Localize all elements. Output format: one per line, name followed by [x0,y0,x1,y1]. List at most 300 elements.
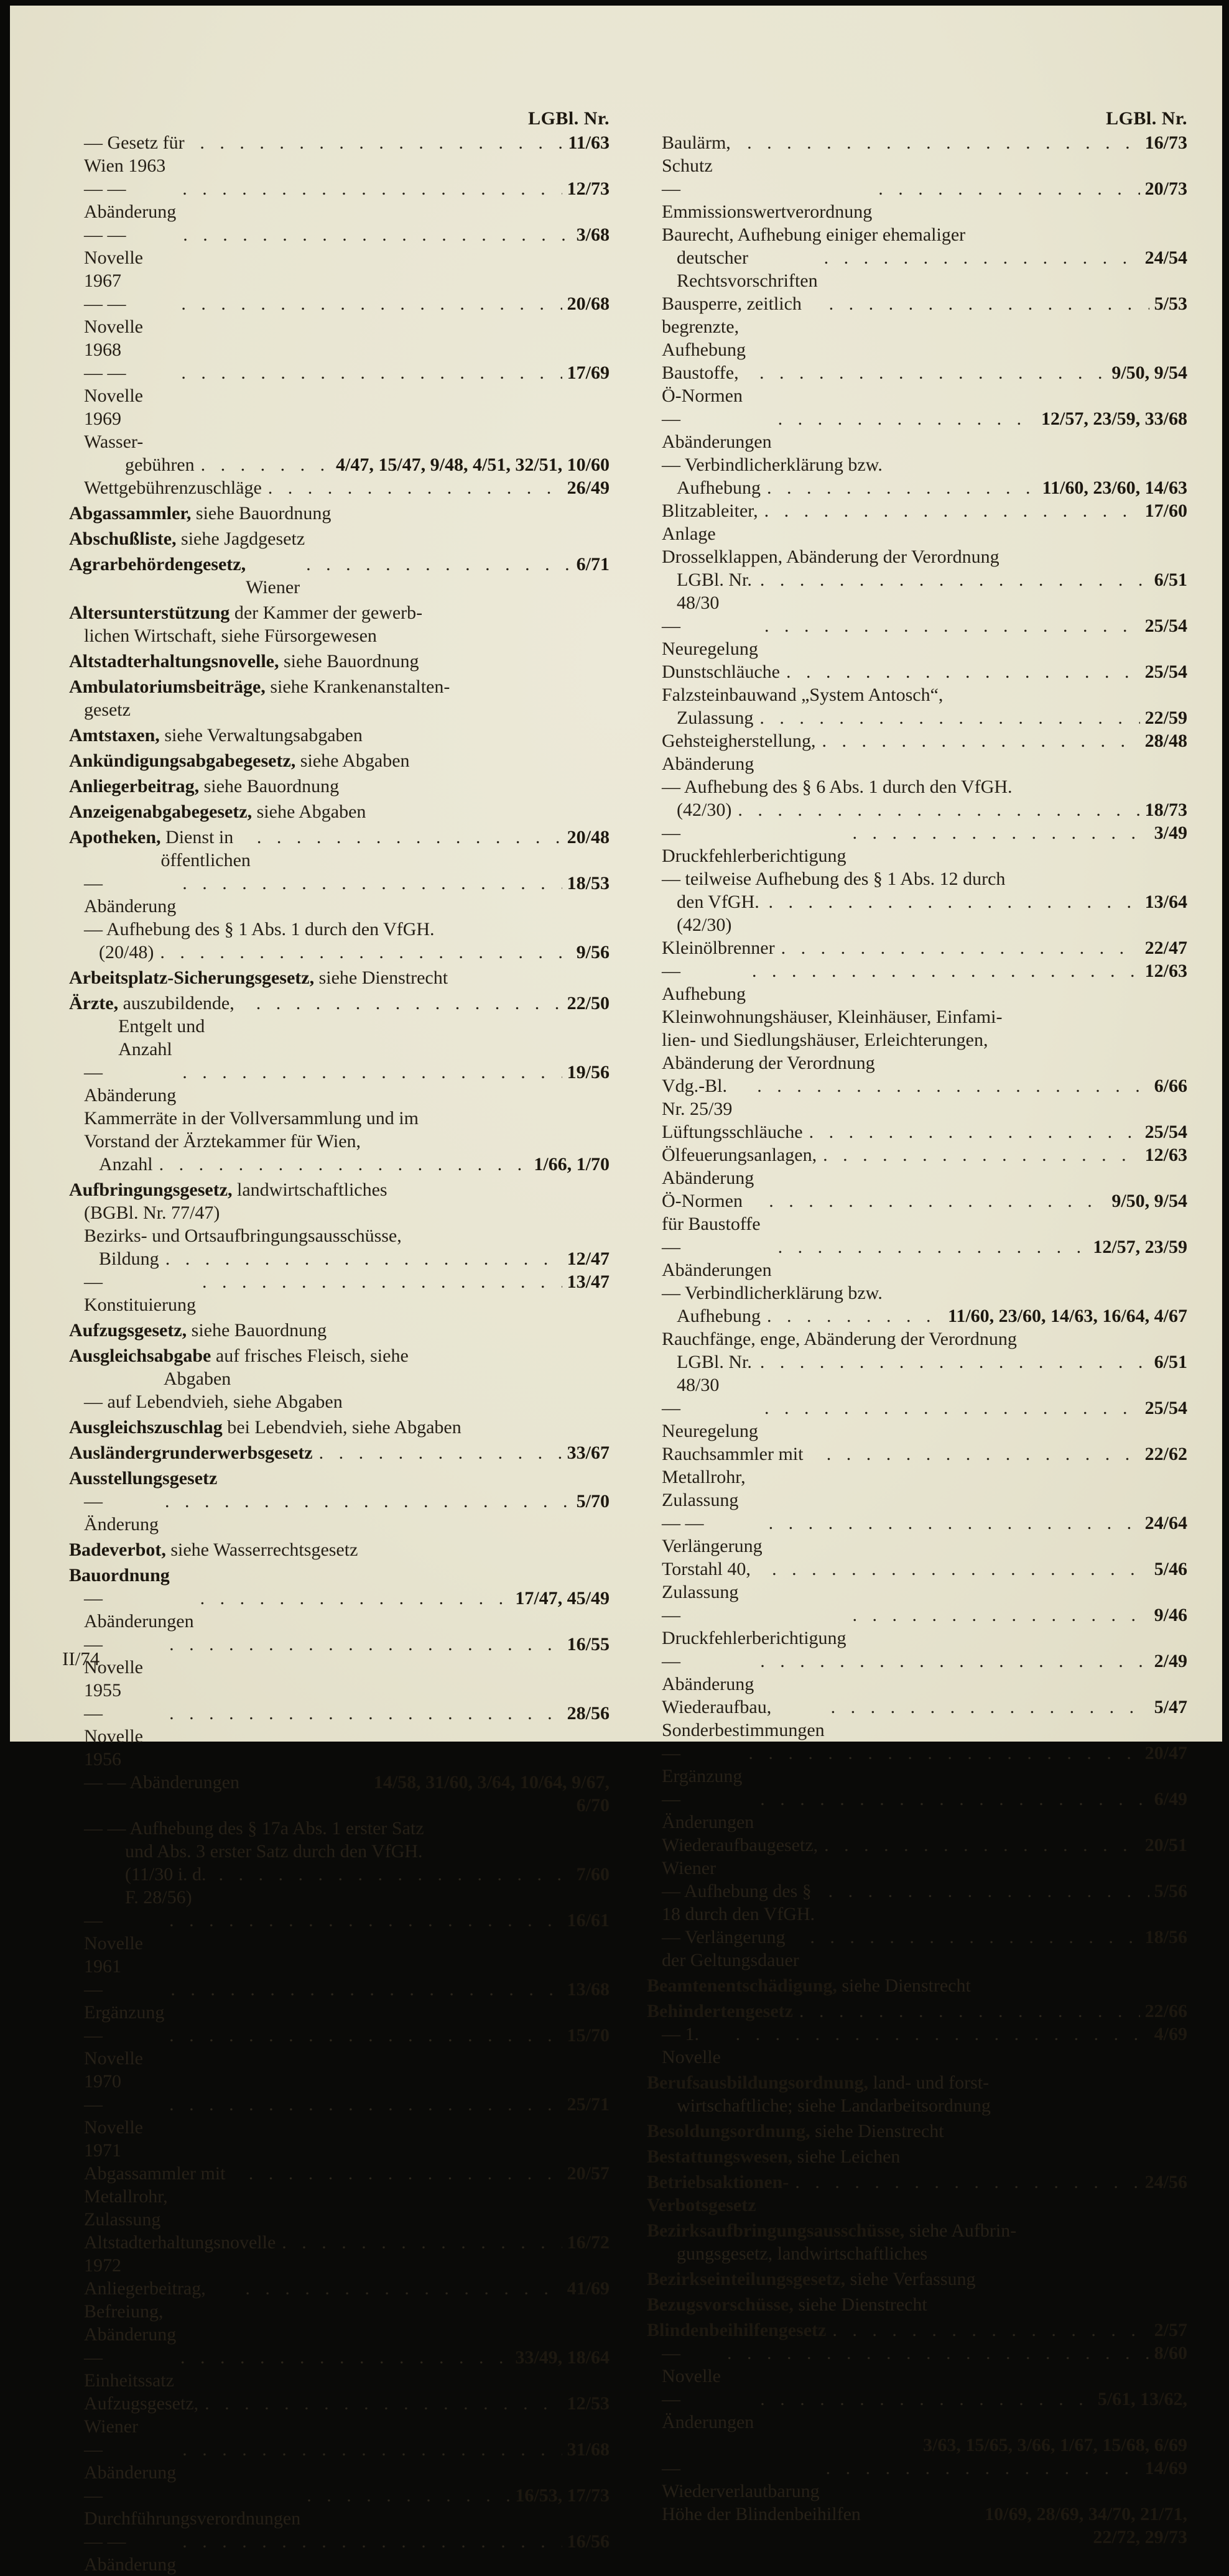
lgbl-number: 6/51 [1154,570,1187,590]
entry-label: gesetz [84,699,131,720]
index-row [647,1281,1187,1304]
index-row [647,936,1187,959]
entry-label: — Novelle 1955 [84,1634,148,1701]
index-row [647,706,1187,729]
index-row [69,1794,610,1817]
entry-label: — Ergänzung [84,1979,165,2023]
index-row [647,2526,1187,2549]
dot-leader [176,872,562,895]
index-row [647,499,1187,545]
index-row [69,527,610,550]
lgbl-number: 5/70 [576,1491,610,1512]
entry-label: (11/30 i. d. F. 28/56) [125,1864,211,1908]
entry-label: LGBl. Nr. 48/30 [677,570,757,613]
dot-leader [762,890,1139,913]
entry-label: siehe Jagdgesetz [176,529,305,549]
index-row [647,729,1187,775]
index-row [69,650,610,673]
index-row [647,683,1187,706]
entry-term: Abgassammler, [69,503,192,524]
entry-label: Wiederaufbaugesetz, Wiener [662,1835,823,1878]
index-row [69,941,610,964]
lgbl-number: 17/69 [567,362,610,383]
index-row [69,775,610,798]
index-row [647,1512,1187,1558]
lgbl-number: 5/61, 13/62, [1097,2389,1187,2409]
dot-leader [763,1512,1140,1535]
dot-leader [154,941,571,964]
index-column-left [69,107,610,2576]
entry-label: Dienst in öffentlichen [160,827,251,870]
entry-term: Aufbringungsgesetz, [69,1180,233,1200]
lgbl-number: 33/67 [567,1443,610,1463]
index-row [647,1742,1187,1788]
index-row [69,1771,610,1794]
lgbl-number: 12/73 [567,178,610,199]
entry-term: Besoldungsordnung, [647,2121,810,2141]
index-row [69,2530,610,2576]
index-row [69,601,610,624]
dot-leader [175,292,562,315]
dot-leader [772,1235,1088,1258]
index-row [647,798,1187,821]
entry-label: — Gesetz für Wien 1963 [84,132,189,176]
lgbl-number: 18/73 [1144,800,1187,820]
dot-leader [163,1633,562,1656]
lgbl-number: 10/69, 28/69, 34/70, 21/71, [985,2504,1187,2524]
entry-label: siehe Abgaben [252,801,366,822]
lgbl-number: 15/70 [567,2025,610,2046]
index-row [69,1130,610,1153]
entry-label: Rauchfänge, enge, Abänderung der Verordnung [662,1329,1017,1349]
dot-leader [780,660,1140,683]
index-row [647,568,1187,614]
entry-label: Baustoffe, Ö-Normen [662,362,744,406]
dot-leader [754,1650,1149,1673]
index-row [647,890,1187,936]
entry-label: siehe Aufbrin- [904,2220,1017,2241]
entry-label: siehe Krankenanstalten- [265,676,450,697]
dot-leader [772,407,1036,430]
dot-leader [159,1247,562,1270]
entry-label: siehe Dienstrecht [810,2121,944,2141]
dot-leader [196,1270,562,1293]
index-row [69,2392,610,2438]
index-row [647,2319,1187,2342]
entry-label: — Novelle 1961 [84,1910,148,1977]
index-row [69,502,610,525]
page-paper [10,6,1222,2575]
index-row [69,624,610,647]
lgbl-number: 14/58, 31/60, 3/64, 10/64, 9/67, [373,1772,610,1793]
index-row [647,1051,1187,1074]
dot-leader [826,2319,1149,2342]
index-row [647,775,1187,798]
lgbl-number: 5/53 [1154,293,1187,314]
index-row [69,1633,610,1702]
entry-label: — Verbindlicherklärung bzw. [662,1283,883,1303]
dot-leader [193,131,563,154]
entry-term: Apotheken, [69,827,161,847]
dot-leader [753,361,1106,384]
lgbl-number: 22/47 [1144,938,1187,958]
entry-label: Aufhebung [677,1306,761,1326]
index-row [647,660,1187,683]
entry-label: Lüftungsschläuche [662,1122,803,1142]
entry-label: deutscher Rechtsvorschriften [677,247,818,291]
entry-term: Amtstaxen, [69,725,160,746]
lgbl-number: 20/73 [1144,178,1187,199]
entry-label: Abänderung der Verordnung [662,1053,875,1073]
index-row [647,453,1187,476]
lgbl-number: 2/49 [1154,1651,1187,1671]
lgbl-number: 12/63 [1144,1145,1187,1165]
index-row [69,1467,610,1490]
entry-label: Bildung [99,1249,159,1269]
dot-leader [758,499,1140,522]
lgbl-number: 18/56 [1144,1927,1187,1947]
index-row [647,1396,1187,1443]
lgbl-number: 13/68 [567,1979,610,2000]
entry-label: Aufhebung [677,478,761,498]
lgbl-number: 6/66 [1154,1076,1187,1096]
entry-label: Baulärm, Schutz [662,132,736,176]
entry-label: — Änderungen [662,2389,754,2432]
dot-leader [822,1880,1149,1903]
lgbl-number: 20/68 [567,293,610,314]
dot-leader [758,614,1140,637]
entry-term: Abschußliste, [69,529,177,549]
entry-label: Gehsteigherstellung, Abänderung [662,731,820,774]
entry-label: den VfGH. (42/30) [677,892,764,935]
index-row [69,1107,610,1130]
index-row [647,1880,1187,1926]
entry-label: Kammerräte in der Vollversammlung und im [84,1108,419,1129]
dot-leader [846,821,1149,844]
lgbl-number: 17/47, 45/49 [515,1588,610,1609]
index-row [647,614,1187,660]
index-row [647,2023,1187,2069]
entry-label: — Aufhebung [662,961,746,1004]
index-row [647,1028,1187,1051]
lgbl-number: 6/71 [576,554,610,575]
lgbl-number: 33/49, 18/64 [515,2347,610,2368]
entry-label: Vorstand der Ärztekammer für Wien, [84,1131,361,1152]
index-row [69,2024,610,2093]
index-row [647,867,1187,890]
index-row [69,2277,610,2346]
column-header-right: LGBl. Nr. [1106,108,1187,129]
entry-term: Bestattungswesen, [647,2146,793,2167]
dot-leader [176,2530,562,2553]
dot-leader [823,292,1149,315]
lgbl-number: 7/60 [576,1864,610,1885]
lgbl-number: 25/54 [1144,1398,1187,1418]
lgbl-number: 20/57 [567,2163,610,2184]
entry-label: — Änderung [84,1491,159,1535]
entry-label: Wiederaufbau, Sonderbestimmungen [662,1697,825,1740]
entry-term: Ausgleichszuschlag [69,1417,223,1438]
lgbl-number: 25/54 [1144,662,1187,682]
lgbl-number: 24/64 [1144,1513,1187,1533]
entry-label: — Änderungen [662,1789,754,1832]
dot-leader [176,2438,562,2461]
index-row [69,1319,610,1342]
entry-label: — — Verlängerung [662,1513,763,1556]
dot-leader [818,246,1140,269]
entry-label: land- und forst- [868,2072,990,2093]
lgbl-number: 16/56 [567,2531,610,2552]
index-row [647,1974,1187,1997]
entry-label: siehe Leichen [792,2146,901,2167]
lgbl-number: 12/53 [567,2393,610,2414]
dot-leader [761,1304,943,1327]
entry-label: — Abänderung [662,1651,754,1694]
index-row [69,1817,610,1840]
lgbl-number: 24/54 [1144,247,1187,268]
index-row [647,2171,1187,2217]
index-row [647,476,1187,499]
lgbl-number: 5/46 [1154,1559,1187,1579]
index-row [69,2484,610,2530]
entry-label: — — Aufhebung des § 17a Abs. 1 erster Satz [84,1818,424,1839]
entry-term: Anliegerbeitrag, [69,776,200,796]
dot-leader [815,729,1139,752]
index-row [647,1604,1187,1650]
entry-label: — Novelle [662,2343,721,2386]
index-row [69,698,610,721]
dot-leader [159,1490,572,1513]
entry-term: Blindenbeihilfengesetz [647,2320,827,2340]
lgbl-number: 3/68 [576,224,610,245]
lgbl-number: 1/66, 1/70 [534,1154,610,1175]
entry-term: Ausstellungsgesetz [69,1468,218,1489]
entry-label: — — Abänderung [84,178,177,222]
entry-label: — Abänderungen [84,1588,194,1632]
entry-label: siehe Bauordnung [187,1320,327,1341]
entry-label: — Novelle 1970 [84,2025,148,2092]
index-columns [69,107,1187,2576]
entry-label: — teilweise Aufhebung des § 1 Abs. 12 durch [662,869,1006,889]
entry-label: — Ergänzung [662,1743,743,1786]
lgbl-number: 6/70 [576,1795,610,1816]
entry-term: Berufsausbildungsordnung, [647,2072,868,2093]
dot-leader [163,2093,562,2116]
entry-term: Ausländergrunderwerbsgesetz [69,1443,313,1463]
lgbl-number: 22/72, 29/73 [1093,2527,1187,2547]
index-row [647,177,1187,223]
dot-leader [746,959,1140,982]
index-row [647,1443,1187,1512]
entry-label: Bezirks- und Ortsaufbringungsausschüsse, [84,1226,402,1246]
lgbl-number: 8/60 [1154,2343,1187,2363]
index-row [69,826,610,872]
entry-label: Falzsteinbauwand „System Antosch“, [662,685,944,705]
entry-label: lien- und Siedlungshäuser, Erleichterungen, [662,1030,988,1050]
entry-term: Ankündigungsabgabegesetz, [69,750,296,771]
lgbl-number: 9/56 [576,942,610,963]
dot-leader [721,2342,1149,2365]
index-column-right [647,107,1187,2576]
dot-leader [313,1441,562,1464]
index-row [647,1926,1187,1972]
dot-leader [153,1153,529,1176]
lgbl-number: 12/63 [1144,961,1187,981]
index-row [647,2268,1187,2291]
entry-term: Bezirkseinteilungsgesetz, [647,2269,846,2289]
entry-label: Dunstschläuche [662,662,780,682]
entry-label: — Neuregelung [662,1398,758,1441]
lgbl-number: 16/73 [1144,132,1187,153]
index-row [69,1390,610,1413]
entry-label: — Druckfehlerberichtigung [662,823,846,866]
lgbl-number: 9/50, 9/54 [1111,1191,1187,1211]
index-row [69,1490,610,1536]
entry-label: landwirtschaftliches [232,1180,387,1200]
entry-label: — Verbindlicherklärung bzw. [662,455,883,475]
index-row [647,1235,1187,1281]
entry-label: siehe Abgaben [295,750,410,771]
entry-label: Drosselklappen, Abänderung der Verordnung [662,547,999,567]
entry-term: Betriebsaktionen-Verbotsgesetz [647,2172,789,2215]
entry-label: Wettgebührenzuschläge [84,478,262,498]
dot-leader [804,1926,1139,1949]
lgbl-number: 3/63, 15/65, 3/66, 1/67, 15/68, 6/69 [922,2435,1187,2455]
index-row [69,966,610,989]
entry-label: (42/30) [677,800,732,820]
entry-label: — Aufhebung des § 6 Abs. 1 durch den VfGH. [662,777,1013,797]
index-row [69,1909,610,1978]
index-row [69,292,610,361]
entry-label: Zulassung [677,708,754,728]
dot-leader [754,1788,1149,1811]
dot-leader [846,1604,1149,1627]
entry-term: Ambulatoriumsbeiträge, [69,676,266,697]
entry-label: siehe Bauordnung [279,651,419,672]
index-row [647,1189,1187,1235]
lgbl-number: 4/69 [1154,2024,1187,2044]
entry-term: Bezirksaufbringungsausschüsse, [647,2220,905,2241]
lgbl-number: 2/57 [1154,2320,1187,2340]
dot-leader [300,2484,510,2507]
lgbl-number: 12/57, 23/59, 33/68 [1041,409,1187,429]
dot-leader [175,361,562,384]
entry-label: — Wiederverlautbarung [662,2458,820,2501]
lgbl-number: 26/49 [567,478,610,498]
index-row [647,1120,1187,1143]
index-row [69,453,610,476]
dot-leader [754,1350,1149,1373]
lgbl-number: 25/71 [567,2094,610,2115]
index-row [647,2457,1187,2503]
lgbl-number: 24/56 [1144,2172,1187,2192]
entry-label: siehe Verfassung [845,2269,976,2289]
dot-leader [751,1074,1149,1097]
index-row [69,1538,610,1561]
lgbl-number: 28/48 [1144,731,1187,751]
entry-label: — Novelle 1956 [84,1703,148,1770]
dot-leader [164,1978,562,2001]
index-row [647,2219,1187,2242]
index-row [69,1247,610,1270]
lgbl-number: 6/51 [1154,1352,1187,1372]
entry-label: (BGBl. Nr. 77/47) [84,1203,220,1223]
index-row [647,2342,1187,2388]
index-row [69,918,610,941]
lgbl-number: 18/53 [567,873,610,893]
entry-label: — Abänderungen [662,1237,772,1280]
dot-leader [731,798,1139,821]
lgbl-number: 25/54 [1144,1122,1187,1142]
entry-label: Anzahl [99,1154,153,1175]
entry-term: Badeverbot, [69,1540,166,1560]
dot-leader [872,177,1139,200]
index-row [69,1178,610,1201]
entry-label: Bausperre, zeitlich begrenzte, Aufhebung [662,293,807,360]
index-row [69,1978,610,2024]
index-row [647,1327,1187,1350]
index-row [647,2145,1187,2168]
index-row [69,675,610,698]
index-row [69,2438,610,2484]
entry-label: — Aufhebung des § 18 durch den VfGH. [662,1881,817,1924]
dot-leader [730,2023,1149,2046]
entry-term: Bezugsvorschüsse, [647,2294,794,2315]
index-row [69,1270,610,1316]
entry-label: siehe Dienstrecht [314,967,448,988]
index-row [69,1153,610,1176]
entry-label: bei Lebendvieh, siehe Abgaben [222,1417,461,1438]
entry-label: siehe Dienstrecht [837,1975,971,1996]
lgbl-number: 17/60 [1144,501,1187,521]
entry-label: wirtschaftliche; siehe Landarbeitsordnung [677,2095,991,2116]
lgbl-number: 6/49 [1154,1789,1187,1809]
lgbl-number: 20/48 [567,827,610,847]
dot-leader [754,2388,1093,2411]
entry-term: Aufzugsgesetz, [69,1320,187,1341]
entry-label: gungsgesetz, landwirtschaftliches [677,2243,928,2264]
dot-leader [825,1696,1149,1719]
lgbl-number: 31/68 [567,2439,610,2460]
column-header-left: LGBl. Nr. [528,108,610,129]
entry-label: Blitzableiter, Anlage [662,501,762,544]
lgbl-number: 22/50 [567,993,610,1013]
entry-term: Bauordnung [69,1565,170,1586]
dot-leader [250,992,562,1015]
lgbl-number: 9/46 [1154,1605,1187,1625]
entry-label: Kleinölbrenner [662,938,775,958]
lgbl-number: 20/47 [1144,1743,1187,1763]
index-row [647,361,1187,407]
entry-label: — 1. Novelle [662,2024,721,2067]
lgbl-number: 13/64 [1144,892,1187,912]
lgbl-number: 16/72 [567,2232,610,2253]
index-row [69,2346,610,2392]
lgbl-number: 16/61 [567,1910,610,1931]
index-row [69,1863,610,1909]
entry-label: auszubildende, Entgelt und Anzahl [118,993,239,1059]
entry-label: siehe Bauordnung [199,776,340,796]
index-row [647,2434,1187,2457]
entry-label: — Konstituierung [84,1272,196,1315]
lgbl-number: 16/55 [567,1634,610,1655]
index-row [647,1558,1187,1604]
lgbl-number: 22/59 [1144,708,1187,728]
lgbl-number: 19/56 [567,1062,610,1083]
index-row [69,177,610,223]
entry-term: Ärzte, [69,993,119,1013]
index-row [647,2094,1187,2117]
